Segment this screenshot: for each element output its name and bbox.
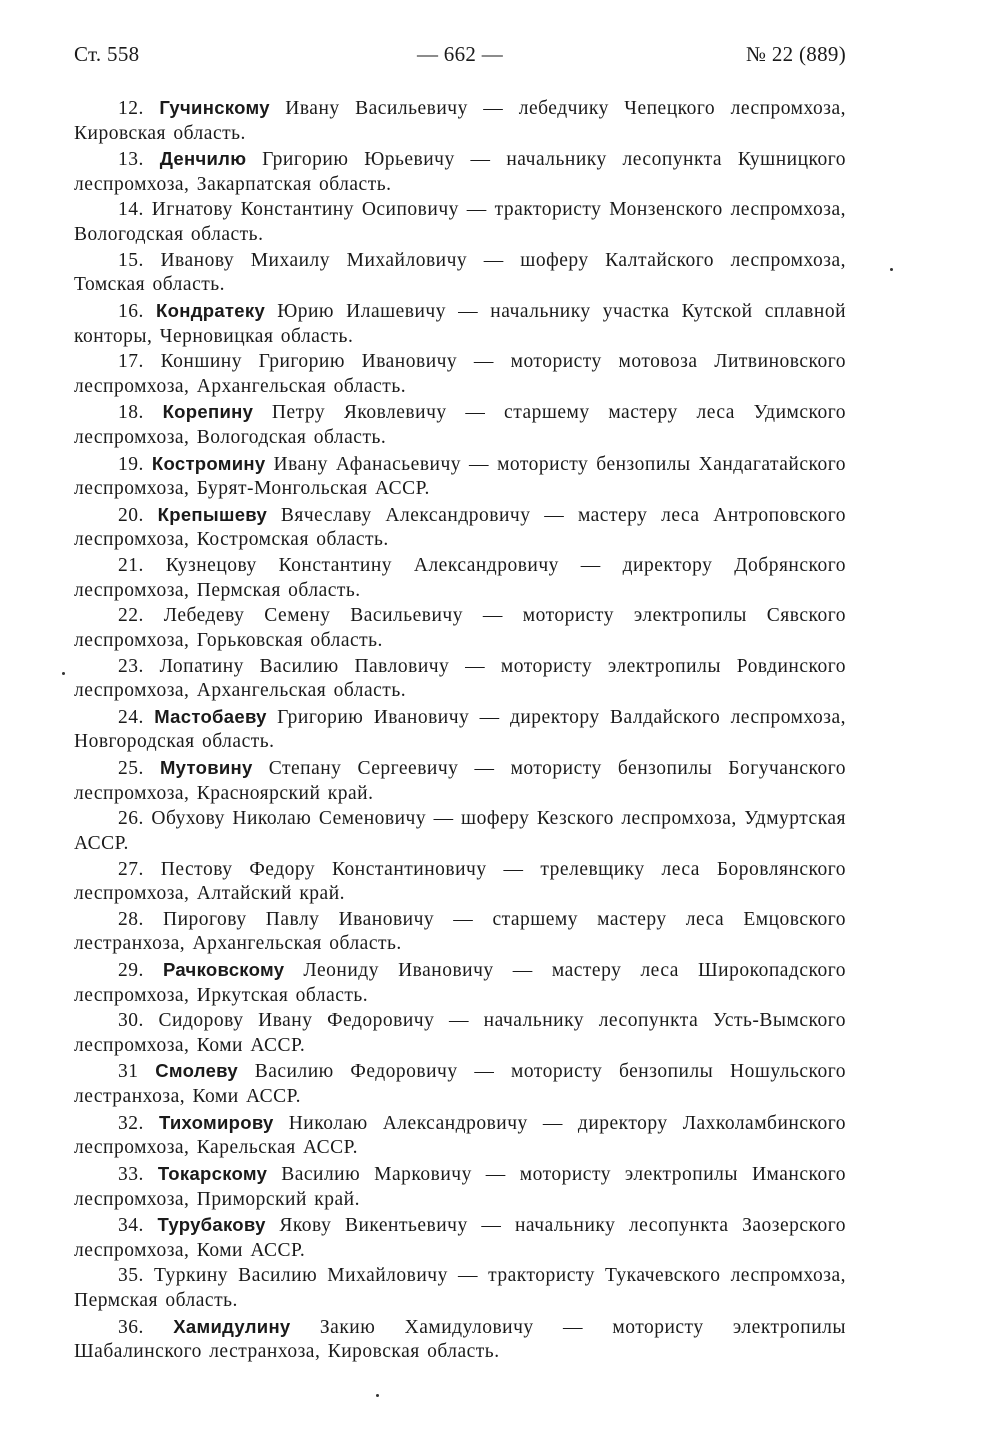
list-item	[74, 1009, 846, 1058]
column-number: Ст. 558	[74, 42, 140, 66]
list-item	[74, 1315, 846, 1365]
list-item	[74, 1162, 846, 1212]
print-speck	[376, 1394, 379, 1397]
item-text: Обухову Николаю Семеновичу — шоферу Кезского леспромхоза, Удмуртская АССР.	[74, 808, 847, 854]
item-number: 20.	[118, 504, 144, 526]
item-number: 17.	[118, 351, 144, 373]
print-speck	[890, 268, 893, 271]
item-text: Пестову Федору Константиновичу — трелевщику леса Боровлянского леспромхоза, Алтайский край.	[74, 858, 847, 905]
page-number: — 662 —	[416, 42, 504, 66]
list-item	[74, 554, 846, 603]
item-text: Коншину Григорию Ивановичу — мотористу мотовоза Литвиновского леспромхоза, Архангельская область.	[74, 351, 847, 397]
item-number: 21.	[118, 555, 144, 577]
item-text: Лопатину Василию Павловичу — мотористу электропилы Ровдинского леспромхоза, Архангельская область.	[74, 655, 847, 702]
item-number: 18.	[118, 402, 144, 424]
recipient-surname: Кондратеку	[156, 299, 266, 321]
list-item	[74, 807, 846, 856]
list-item	[74, 1059, 846, 1109]
list-item	[74, 249, 846, 298]
list-item	[74, 503, 846, 553]
item-number: 34.	[118, 1215, 144, 1237]
item-number: 13.	[118, 149, 144, 171]
item-text: Ивану Афанасьевичу — мотористу бензопилы Хандагатайского леспромхоза, Бурят-Монгольская АССР.	[74, 453, 847, 500]
item-text: Вячеславу Александровичу — мастеру леса Антроповского леспромхоза, Костромская область.	[74, 504, 847, 551]
recipient-surname: Рачковскому	[163, 958, 285, 980]
recipient-surname: Токарскому	[157, 1162, 268, 1184]
item-number: 29.	[118, 959, 144, 981]
recipient-surname: Хамидулину	[173, 1315, 291, 1337]
item-text: Николаю Александровичу — директору Лахколамбинского леспромхоза, Карельская АССР.	[74, 1112, 846, 1159]
item-number: 12.	[118, 98, 144, 119]
list-item	[74, 756, 846, 806]
item-number: 15.	[118, 249, 144, 271]
award-list	[74, 96, 846, 1366]
recipient-surname: Денчилю	[159, 148, 247, 170]
page-header	[74, 42, 846, 72]
item-number: 25.	[118, 758, 144, 780]
recipient-surname: Мутовину	[159, 757, 253, 779]
item-text: Якову Викентьевичу — начальнику лесопункта Заозерского леспромхоза, Коми АССР.	[74, 1215, 847, 1261]
item-text: Закию Хамидуловичу — мотористу электропилы Шабалинского лестранхоза, Кировская область.	[74, 1316, 847, 1363]
item-text: Юрию Илашевичу — начальнику участка Кутской сплавной конторы, Черновицкая область.	[74, 300, 847, 347]
item-number: 36.	[118, 1316, 144, 1338]
list-item	[74, 1213, 846, 1263]
item-text: Степану Сергеевичу — мотористу бензопилы Богучанского леспромхоза, Красноярский край.	[74, 758, 847, 804]
item-number: 16.	[118, 300, 144, 322]
recipient-surname: Мастобаеву	[154, 705, 267, 727]
item-number: 23.	[118, 655, 144, 677]
list-item	[74, 908, 846, 957]
recipient-surname: Турубакову	[157, 1214, 266, 1236]
item-number: 31	[118, 1061, 139, 1083]
item-text: Лебедеву Семену Васильевичу — мотористу электропилы Сявского леспромхоза, Горьковская область.	[74, 605, 846, 651]
item-number: 32.	[118, 1112, 144, 1134]
recipient-surname: Смолеву	[155, 1060, 238, 1082]
item-text: Ивану Васильевичу — лебедчику Чепецкого леспромхоза, Кировская область.	[74, 98, 847, 144]
print-speck	[62, 672, 65, 675]
list-item	[74, 299, 846, 349]
item-number: 30.	[118, 1010, 144, 1032]
item-text: Василию Марковичу — мотористу электропилы Иманского леспромхоза, Приморский край.	[74, 1163, 847, 1210]
list-item	[74, 1111, 846, 1161]
list-item	[74, 350, 846, 399]
item-number: 35.	[118, 1265, 144, 1287]
item-text: Григорию Юрьевичу — начальнику лесопункта Кушницкого леспромхоза, Закарпатская область.	[74, 149, 847, 195]
item-text: Кузнецову Константину Александровичу — директору Добрянского леспромхоза, Пермская область.	[74, 555, 846, 601]
list-item	[74, 1264, 846, 1313]
item-text: Леониду Ивановичу — мастеру леса Широкопадского леспромхоза, Иркутская область.	[74, 959, 846, 1006]
issue-number: № 22 (889)	[745, 42, 846, 66]
item-text: Иванову Михаилу Михайловичу — шоферу Калтайского леспромхоза, Томская область.	[74, 249, 846, 296]
recipient-surname: Тихомирову	[158, 1111, 274, 1133]
list-item	[74, 858, 846, 907]
item-number: 19.	[118, 453, 144, 475]
item-number: 22.	[118, 605, 144, 627]
list-item	[74, 655, 846, 704]
item-number: 27.	[118, 858, 144, 880]
item-text: Пирогову Павлу Ивановичу — старшему мастеру леса Емцовского лестранхоза, Архангельская область.	[74, 908, 846, 955]
list-item	[74, 96, 846, 146]
item-text: Туркину Василию Михайловичу — трактористу Тукачевского леспромхоза, Пермская область.	[74, 1265, 847, 1311]
list-item	[74, 452, 846, 502]
recipient-surname: Корепину	[162, 401, 254, 423]
item-number: 33.	[118, 1163, 144, 1185]
item-text: Игнатову Константину Осиповичу — трактористу Монзенского леспромхоза, Вологодская область.	[74, 199, 847, 246]
item-number: 24.	[118, 706, 144, 728]
item-text: Григорию Ивановичу — директору Валдайского леспромхоза, Новгородская область.	[74, 706, 846, 753]
item-number: 14.	[118, 199, 144, 221]
item-number: 28.	[118, 908, 144, 930]
item-text: Василию Федоровичу — мотористу бензопилы Ношульского лестранхоза, Коми АССР.	[74, 1061, 847, 1108]
item-text: Сидорову Ивану Федоровичу — начальнику лесопункта Усть-Вымского леспромхоза, Коми АССР.	[74, 1010, 847, 1056]
list-item	[74, 705, 846, 755]
item-number: 26.	[118, 808, 144, 830]
recipient-surname: Костромину	[151, 452, 266, 474]
recipient-surname: Гучинскому	[159, 97, 270, 118]
list-item	[74, 147, 846, 197]
list-item	[74, 400, 846, 450]
list-item	[74, 958, 846, 1008]
item-text: Петру Яковлевичу — старшему мастеру леса Удимского леспромхоза, Вологодская область.	[74, 402, 847, 448]
list-item	[74, 198, 846, 247]
list-item	[74, 604, 846, 653]
recipient-surname: Крепышеву	[157, 503, 268, 525]
